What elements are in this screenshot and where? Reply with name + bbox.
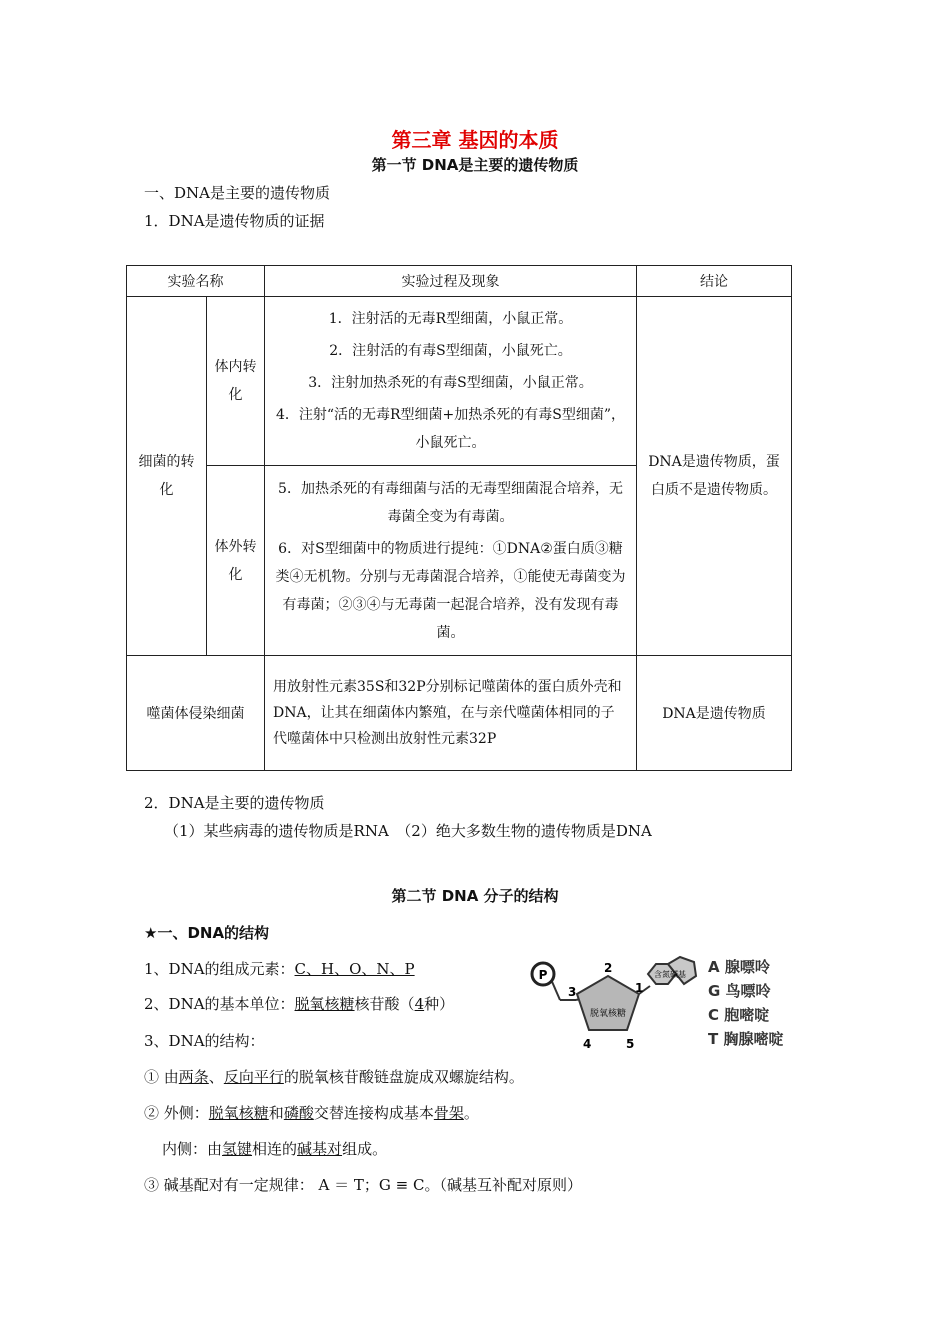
p2-d: 磷酸 — [283, 1104, 314, 1122]
step-2: 2．注射活的有毒S型细菌，小鼠死亡。 — [329, 343, 572, 359]
p2-g: 。 — [463, 1104, 479, 1122]
base-t: T 胸腺嘧啶 — [708, 1030, 784, 1048]
step-6: 6．对S型细菌中的物质进行提纯：①DNA②蛋白质③糖类④无机物。分别与无毒菌混合培养，①能使无毒菌变为有毒菌；②③④与无毒菌一起混合培养，没有发现有毒菌。 — [275, 540, 626, 641]
unit-value-nucleotide: 核苷酸（ — [354, 995, 415, 1013]
num-2: 2 — [604, 961, 613, 975]
section1-title: 第一节 DNA是主要的遗传物质 — [371, 156, 579, 174]
point-2 — [144, 1102, 479, 1123]
point-3: ③ 碱基配对有一定规律： A ＝ T；G ≡ C。（碱基互补配对原则） — [144, 1176, 582, 1194]
heading-1-1: 1．DNA是遗传物质的证据 — [144, 212, 325, 230]
p1-c: 、 — [208, 1068, 224, 1086]
header-experiment: 实验名称 — [127, 266, 265, 297]
num-3: 3 — [568, 985, 577, 999]
phage-label: 噬菌体侵染细菌 — [127, 656, 265, 771]
p2-e: 交替连接构成基本 — [313, 1104, 434, 1122]
group-label: 细菌的转化 — [127, 297, 207, 656]
unit-value-end: 种） — [424, 995, 455, 1013]
section2-title: 第二节 DNA 分子的结构 — [391, 887, 559, 905]
s2-heading: ★一、DNA的结构 — [144, 924, 270, 942]
base-c: C 胞嘧啶 — [708, 1006, 770, 1024]
p2-a: ② 外侧： — [144, 1104, 209, 1122]
p3-e: 组成。 — [342, 1140, 388, 1158]
heading-1-2-detail: （1）某些病毒的遗传物质是RNA （2）绝大多数生物的遗传物质是DNA — [164, 822, 652, 840]
phage-text: 用放射性元素35S和32P分别标记噬菌体的蛋白质外壳和DNA，让其在细菌体内繁殖，在与亲代噬菌体相同的子代噬菌体中只检测出放射性元素32P — [265, 656, 637, 771]
sugar-label: 脱氧核糖 — [589, 1009, 627, 1019]
p1-a: ① 由 — [144, 1068, 179, 1086]
num-5: 5 — [626, 1037, 635, 1051]
p1-e: 的脱氧核苷酸链盘旋成双螺旋结构。 — [283, 1068, 524, 1086]
step-1: 1．注射活的无毒R型细菌，小鼠正常。 — [328, 311, 573, 327]
conclusion-2: DNA是遗传物质 — [637, 656, 792, 771]
point-2-inner — [162, 1138, 387, 1159]
chapter-title: 第三章 基因的本质 — [391, 128, 559, 152]
unit-label: 2、DNA的基本单位： — [144, 995, 295, 1013]
elements-label: 1、DNA的组成元素： — [144, 960, 295, 978]
step-3: 3．注射加热杀死的有毒S型细菌，小鼠正常。 — [308, 375, 593, 391]
structure-label: 3、DNA的结构： — [144, 1032, 265, 1050]
header-process: 实验过程及现象 — [265, 266, 637, 297]
heading-1: 一、DNA是主要的遗传物质 — [144, 184, 330, 202]
in-vivo-steps — [265, 297, 637, 466]
elements-line — [144, 958, 415, 979]
in-vitro-steps — [265, 466, 637, 656]
phosphate-label: P — [538, 968, 548, 982]
p1-d: 反向平行 — [223, 1068, 284, 1086]
p3-b: 氢键 — [222, 1140, 253, 1158]
p3-d: 碱基对 — [297, 1140, 343, 1158]
point-1 — [144, 1066, 524, 1087]
header-conclusion: 结论 — [637, 266, 792, 297]
unit-line — [144, 993, 454, 1014]
heading-1-2: 2．DNA是主要的遗传物质 — [144, 794, 325, 812]
p2-c: 和 — [268, 1104, 284, 1122]
nucleotide-diagram — [528, 952, 800, 1052]
num-1: 1 — [635, 981, 644, 995]
unit-value-sugar: 脱氧核糖 — [294, 995, 355, 1013]
step-5: 5．加热杀死的有毒细菌与活的无毒型细菌混合培养，无毒菌全变为有毒菌。 — [278, 480, 623, 525]
p1-b: 两条 — [178, 1068, 209, 1086]
base-a: A 腺嘌呤 — [708, 958, 770, 976]
in-vivo-label: 体内转化 — [207, 297, 265, 466]
conclusion-1: DNA是遗传物质，蛋白质不是遗传物质。 — [637, 297, 792, 656]
sugar-pentagon — [577, 976, 639, 1030]
elements-value: C、H、O、N、P — [294, 960, 415, 978]
p2-b: 脱氧核糖 — [208, 1104, 269, 1122]
p3-c: 相连的 — [252, 1140, 298, 1158]
num-4: 4 — [583, 1037, 592, 1051]
unit-value-count: 4 — [414, 995, 425, 1013]
base-g: G 鸟嘌呤 — [708, 982, 771, 1000]
step-4: 4．注射“活的无毒R型细菌+加热杀死的有毒S型细菌”，小鼠死亡。 — [275, 407, 626, 451]
evidence-table — [126, 265, 792, 771]
in-vitro-label: 体外转化 — [207, 466, 265, 656]
p2-f: 骨架 — [433, 1104, 464, 1122]
base-label: 含氮碱基 — [654, 970, 686, 979]
p3-a: 内侧：由 — [162, 1140, 223, 1158]
